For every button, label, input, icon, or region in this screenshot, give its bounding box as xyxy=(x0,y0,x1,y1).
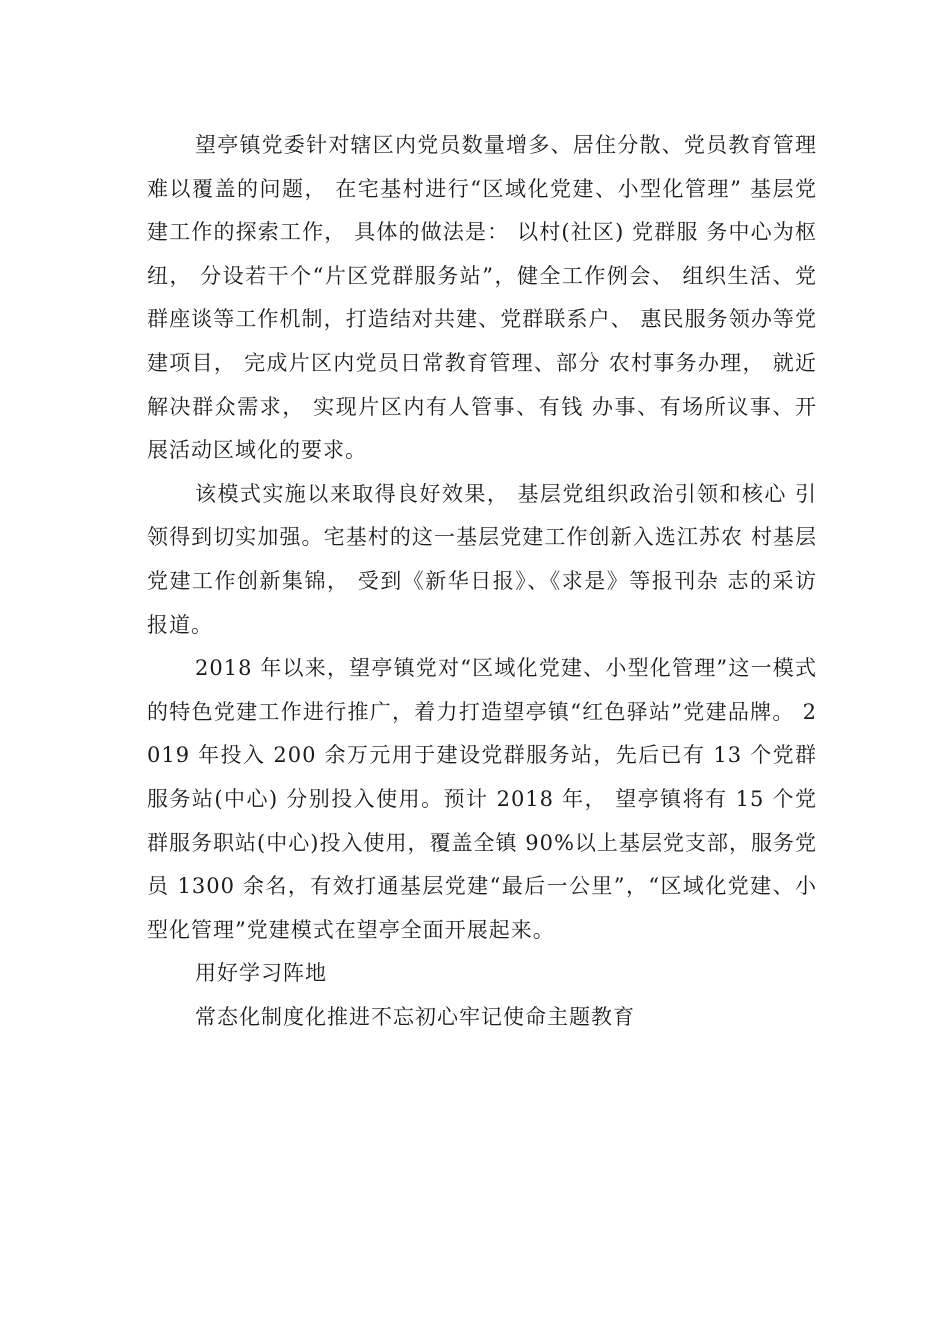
paragraph-intro: 望亭镇党委针对辖区内党员数量增多、居住分散、党员教育管理难以覆盖的问题， 在宅基村进行“区域化党建、小型化管理” 基层党建工作的探索工作， 具体的做法是： 以村(社区) 党群服 务中心为枢纽， 分设若干个“片区党群服务站”，健全工作例会、 组织生活、党群座谈等工作机制，打造结对共建、党群联系户、 惠民服务领办等党建项目， 完成片区内党员日常教育管理、部分 农村事务办理， 就近解决群众需求， 实现片区内有人管事、有钱 办事、有场所议事、开展活动区域化的要求。 xyxy=(147,133,817,463)
document-body xyxy=(147,124,817,1039)
paragraph-results: 该模式实施以来取得良好效果， 基层党组织政治引领和核心 引领得到切实加强。宅基村的这一基层党建工作创新入选江苏农 村基层党建工作创新集锦， 受到《新华日报》、《求是》等报刊杂 志的采访报道。 xyxy=(147,481,817,637)
section-heading-education: 常态化制度化推进不忘初心牢记使命主题教育 xyxy=(195,1004,635,1029)
section-heading-study: 用好学习阵地 xyxy=(195,961,327,986)
paragraph-promotion: 2018 年以来，望亭镇党对“区域化党建、小型化管理”这一模式的特色党建工作进行推广，着力打造望亭镇“红色驿站”党建品牌。 2019 年投入 200 余万元用于建设党群服务站，先后已有 13 个党群服务站(中心) 分别投入使用。预计 2018 年， 望亭镇将有 15 个党群服务职站(中心)投入使用，覆盖全镇 90%以上基层党支部，服务党员 1300 余名，有效打通基层党建“最后一公里”，“区域化党建、小型化管理”党建模式在望亭全面开展起来。 xyxy=(147,656,817,942)
